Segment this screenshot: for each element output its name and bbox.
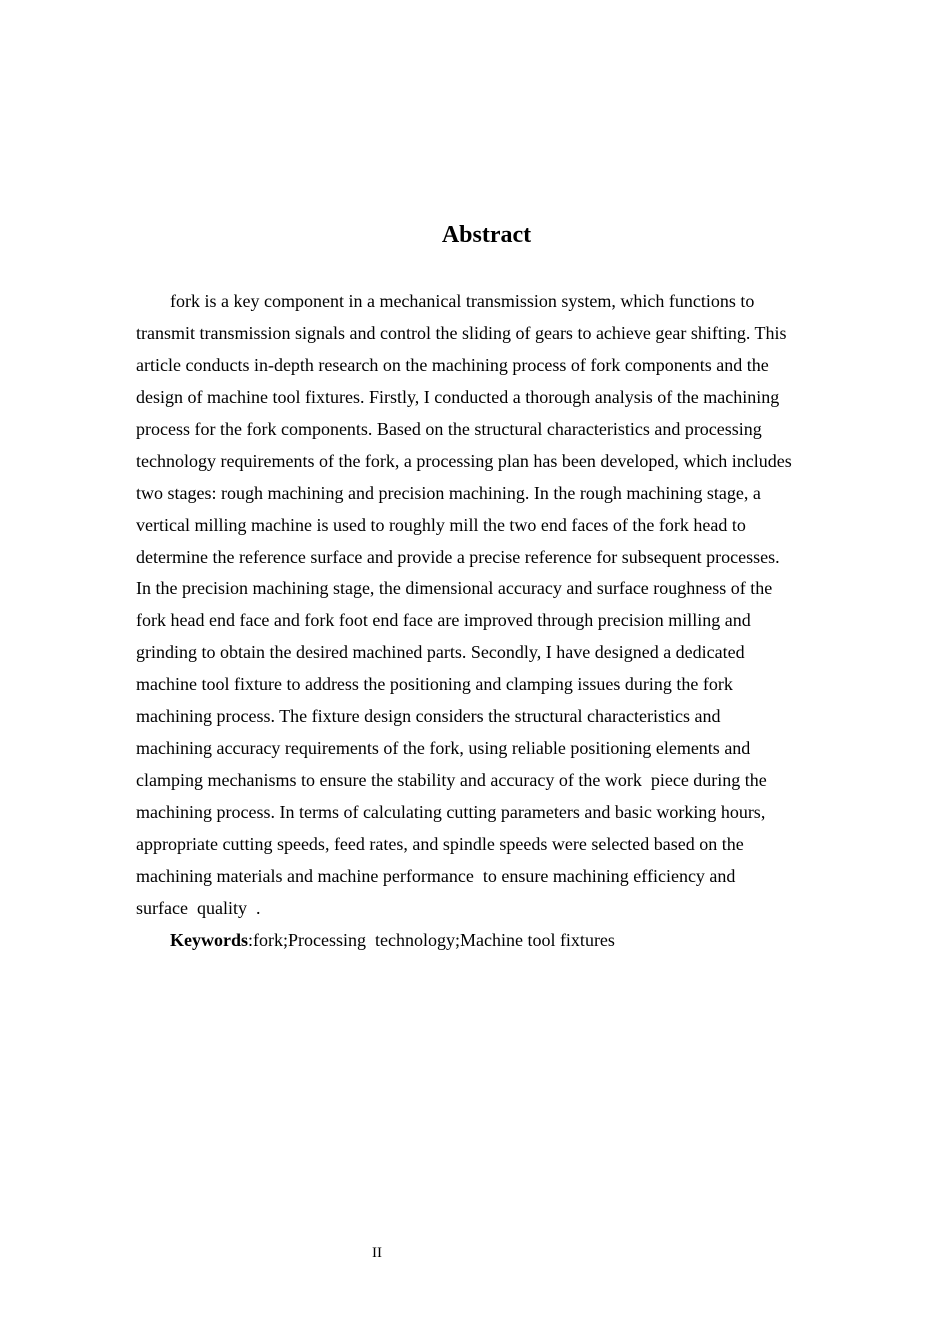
keywords-line bbox=[136, 925, 836, 957]
abstract-line: machine tool fixture to address the positioning and clamping issues during the fork bbox=[136, 674, 733, 695]
keywords-label: Keywords bbox=[170, 929, 248, 950]
page-number: II bbox=[372, 1245, 382, 1261]
abstract-line: grinding to obtain the desired machined parts. Secondly, I have designed a dedicated bbox=[136, 642, 745, 663]
abstract-line: vertical milling machine is used to roughly mill the two end faces of the fork head to bbox=[136, 514, 746, 535]
abstract-line: machining process. In terms of calculating cutting parameters and basic working hours, bbox=[136, 802, 766, 822]
abstract-line: two stages: rough machining and precision machining. In the rough machining stage, a bbox=[136, 482, 761, 503]
abstract-line: determine the reference surface and provide a precise reference for subsequent processes. bbox=[136, 546, 780, 567]
abstract-line: transmit transmission signals and control the sliding of gears to achieve gear shifting. This bbox=[136, 322, 787, 343]
abstract-title: Abstract bbox=[441, 222, 532, 248]
keywords-text: :fork;Processing technology;Machine tool fixtures bbox=[248, 929, 615, 950]
abstract-line: clamping mechanisms to ensure the stability and accuracy of the work piece during the bbox=[136, 770, 767, 791]
abstract-line: process for the fork components. Based on the structural characteristics and processing bbox=[136, 418, 762, 439]
abstract-line: surface quality . bbox=[136, 897, 261, 918]
abstract-line: fork head end face and fork foot end face are improved through precision milling and bbox=[136, 610, 751, 631]
abstract-line: machining materials and machine performance to ensure machining efficiency and bbox=[136, 865, 736, 886]
abstract-line: machining process. The fixture design considers the structural characteristics and bbox=[136, 706, 721, 727]
abstract-line: technology requirements of the fork, a processing plan has been developed, which includes bbox=[136, 450, 792, 471]
abstract-body bbox=[136, 286, 836, 957]
abstract-line: fork is a key component in a mechanical transmission system, which functions to bbox=[170, 291, 755, 311]
abstract-line: article conducts in-depth research on the machining process of fork components and the bbox=[136, 354, 769, 375]
abstract-line: appropriate cutting speeds, feed rates, and spindle speeds were selected based on the bbox=[136, 833, 744, 854]
abstract-line: machining accuracy requirements of the fork, using reliable positioning elements and bbox=[136, 738, 751, 759]
abstract-line: design of machine tool fixtures. Firstly, I conducted a thorough analysis of the machining bbox=[136, 386, 780, 407]
abstract-line: In the precision machining stage, the dimensional accuracy and surface roughness of the bbox=[136, 578, 773, 599]
